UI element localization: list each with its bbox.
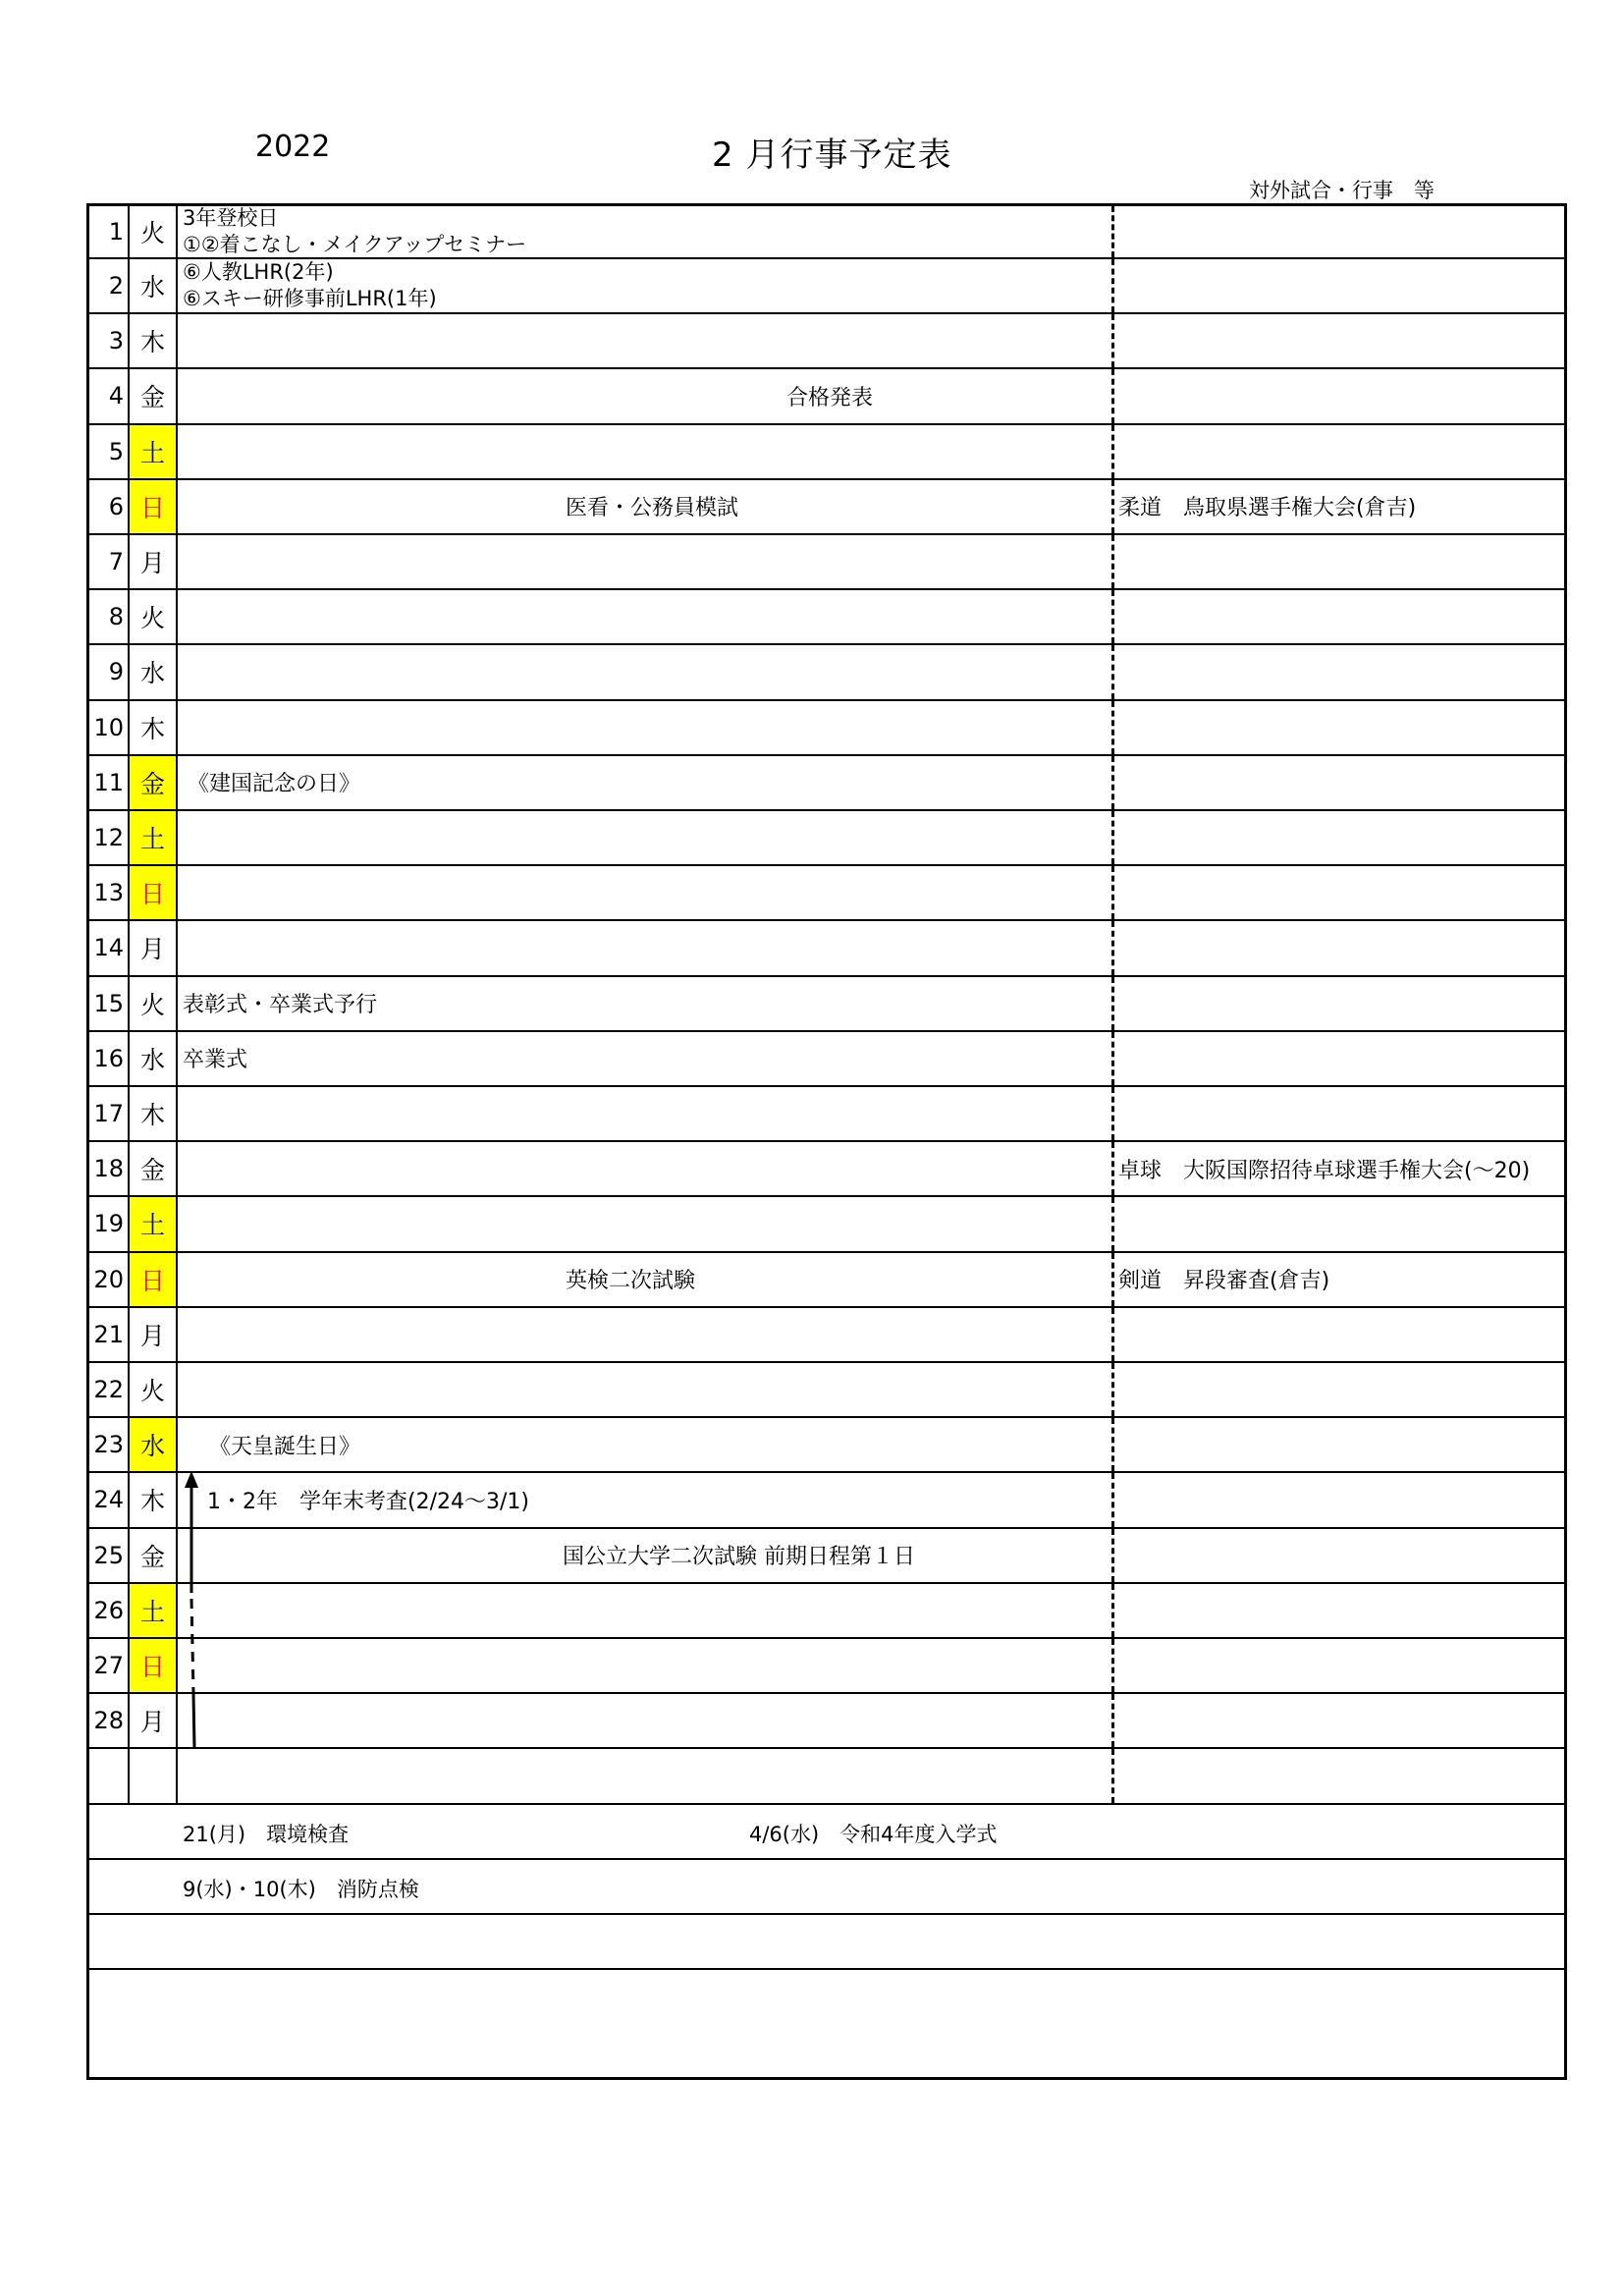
school-event-text: 卒業式 <box>183 1048 248 1073</box>
table-row <box>89 1363 1564 1418</box>
table-row <box>89 206 1564 259</box>
weekday: 金 <box>130 1529 178 1582</box>
note-row <box>89 1805 1564 1860</box>
school-event-cell <box>178 811 1114 864</box>
day-number: 2 <box>89 259 130 312</box>
school-event-line: ⑥スキー研修事前LHR(1年) <box>183 287 437 311</box>
day-number: 17 <box>89 1087 130 1140</box>
external-event-cell <box>1114 977 1564 1030</box>
day-number: 19 <box>89 1197 130 1250</box>
day-number: 25 <box>89 1529 130 1582</box>
table-row <box>89 535 1564 590</box>
school-event-cell <box>178 535 1114 588</box>
external-event-cell <box>1114 425 1564 478</box>
school-event-cell <box>178 921 1114 974</box>
external-event-cell <box>1114 590 1564 643</box>
school-event-cell <box>178 1363 1114 1416</box>
table-row <box>89 756 1564 811</box>
day-number: 5 <box>89 425 130 478</box>
day-number: 15 <box>89 977 130 1030</box>
table-row <box>89 1529 1564 1584</box>
table-row <box>89 1197 1564 1252</box>
day-number: 16 <box>89 1032 130 1085</box>
day-number: 26 <box>89 1584 130 1637</box>
school-event-cell <box>178 1639 1114 1692</box>
weekday: 火 <box>130 590 178 643</box>
day-number: 6 <box>89 480 130 533</box>
weekday: 月 <box>130 921 178 974</box>
note-entrance-ceremony: 4/6(水) 令和4年度入学式 <box>749 1823 998 1846</box>
school-event-cell <box>178 1473 1114 1526</box>
table-row <box>89 921 1564 976</box>
external-event-cell <box>1114 645 1564 698</box>
school-event-line: 3年登校日 <box>183 206 279 230</box>
external-event-cell <box>1114 535 1564 588</box>
weekday: 木 <box>130 1473 178 1526</box>
day-number: 20 <box>89 1253 130 1306</box>
school-event-text: 国公立大学二次試験 前期日程第１日 <box>563 1545 915 1570</box>
weekday: 月 <box>130 535 178 588</box>
day-number: 9 <box>89 645 130 698</box>
day-number: 8 <box>89 590 130 643</box>
school-event-text: 医看・公務員模試 <box>566 496 739 521</box>
school-event-cell <box>178 756 1114 809</box>
table-row <box>89 1584 1564 1639</box>
table-row <box>89 1418 1564 1473</box>
external-event-cell <box>1114 1197 1564 1250</box>
table-row <box>89 1308 1564 1363</box>
day-number: 21 <box>89 1308 130 1361</box>
table-row <box>89 645 1564 700</box>
weekday: 火 <box>130 1363 178 1416</box>
school-event-cell <box>178 590 1114 643</box>
school-event-cell <box>178 1032 1114 1085</box>
school-event-cell <box>178 1197 1114 1250</box>
weekday: 月 <box>130 1308 178 1361</box>
weekday: 金 <box>130 756 178 809</box>
external-event-cell <box>1114 921 1564 974</box>
external-event-cell <box>1114 206 1564 257</box>
weekday: 日 <box>130 480 178 533</box>
external-event-cell: 剣道 昇段審査(倉吉) <box>1118 1269 1330 1294</box>
external-event-cell: 柔道 鳥取県選手権大会(倉吉) <box>1118 496 1417 521</box>
table-row <box>89 977 1564 1032</box>
external-event-cell <box>1114 1418 1564 1471</box>
external-event-cell <box>1114 701 1564 754</box>
table-row <box>89 811 1564 866</box>
external-event-cell <box>1114 1087 1564 1140</box>
note-row-empty-3 <box>89 1970 1564 2077</box>
table-row <box>89 314 1564 369</box>
school-event-line: ⑥人教LHR(2年) <box>183 260 334 285</box>
table-row <box>89 866 1564 921</box>
weekday: 金 <box>130 1142 178 1195</box>
day-number: 23 <box>89 1418 130 1471</box>
external-event-cell <box>1114 314 1564 367</box>
school-event-cell <box>178 206 1114 257</box>
table-row <box>89 1639 1564 1694</box>
external-event-cell <box>1114 1308 1564 1361</box>
day-number: 14 <box>89 921 130 974</box>
school-event-cell <box>178 1418 1114 1471</box>
table-row <box>89 590 1564 645</box>
school-event-cell <box>178 1308 1114 1361</box>
external-event-cell: 卓球 大阪国際招待卓球選手権大会(～20) <box>1118 1158 1531 1183</box>
external-event-cell <box>1114 1584 1564 1637</box>
weekday: 日 <box>130 866 178 919</box>
day-number: 27 <box>89 1639 130 1692</box>
school-event-text: 英検二次試験 <box>566 1269 696 1294</box>
table-row <box>89 1473 1564 1528</box>
school-event-text: 《建国記念の日》 <box>188 772 361 797</box>
year-label: 2022 <box>255 130 331 164</box>
school-event-cell <box>178 866 1114 919</box>
day-number: 3 <box>89 314 130 367</box>
table-row <box>89 1253 1564 1308</box>
weekday: 土 <box>130 1584 178 1637</box>
day-number: 24 <box>89 1473 130 1526</box>
school-event-cell <box>178 480 1114 533</box>
note-row-empty-1 <box>89 1750 1564 1805</box>
day-number: 4 <box>89 369 130 422</box>
weekday: 月 <box>130 1694 178 1747</box>
school-event-cell <box>178 259 1114 312</box>
weekday: 日 <box>130 1639 178 1692</box>
school-event-cell <box>178 1087 1114 1140</box>
weekday: 日 <box>130 1253 178 1306</box>
weekday: 木 <box>130 1087 178 1140</box>
school-event-cell <box>178 1694 1114 1747</box>
note-environment-check: 21(月) 環境検査 <box>183 1823 350 1846</box>
school-event-cell <box>178 1584 1114 1637</box>
school-event-text: 1・2年 学年末考査(2/24～3/1) <box>207 1489 529 1514</box>
weekday: 火 <box>130 206 178 257</box>
table-row <box>89 1032 1564 1087</box>
school-event-cell <box>178 1529 1114 1582</box>
external-event-cell <box>1114 756 1564 809</box>
weekday: 火 <box>130 977 178 1030</box>
weekday: 水 <box>130 1032 178 1085</box>
external-event-cell <box>1114 1363 1564 1416</box>
weekday: 水 <box>130 645 178 698</box>
external-events-header: 対外試合・行事 等 <box>1249 179 1435 202</box>
day-number: 11 <box>89 756 130 809</box>
external-event-cell <box>1114 1032 1564 1085</box>
weekday: 土 <box>130 811 178 864</box>
day-number: 12 <box>89 811 130 864</box>
school-event-text: 表彰式・卒業式予行 <box>183 993 378 1018</box>
table-row <box>89 1142 1564 1197</box>
table-row <box>89 259 1564 314</box>
weekday: 木 <box>130 701 178 754</box>
school-event-cell <box>178 645 1114 698</box>
external-event-cell <box>1114 1529 1564 1582</box>
day-number: 1 <box>89 206 130 257</box>
weekday: 木 <box>130 314 178 367</box>
external-event-cell <box>1114 369 1564 422</box>
school-event-text: 合格発表 <box>786 385 874 410</box>
weekday: 水 <box>130 1418 178 1471</box>
day-number: 28 <box>89 1694 130 1747</box>
weekday: 金 <box>130 369 178 422</box>
day-number: 13 <box>89 866 130 919</box>
school-event-cell <box>178 1142 1114 1195</box>
note-row <box>89 1860 1564 1915</box>
day-number: 10 <box>89 701 130 754</box>
external-event-cell <box>1114 866 1564 919</box>
table-row <box>89 369 1564 424</box>
table-row <box>89 701 1564 756</box>
external-event-cell <box>1114 259 1564 312</box>
external-event-cell <box>1114 811 1564 864</box>
school-event-text: 《天皇誕生日》 <box>209 1434 361 1459</box>
school-event-cell <box>178 701 1114 754</box>
weekday: 土 <box>130 425 178 478</box>
external-event-cell <box>1114 1639 1564 1692</box>
day-number: 22 <box>89 1363 130 1416</box>
table-row <box>89 480 1564 535</box>
table-row <box>89 1087 1564 1142</box>
day-number: 7 <box>89 535 130 588</box>
schedule-table <box>86 203 1567 2080</box>
school-event-line: ①②着こなし・メイクアップセミナー <box>183 233 527 256</box>
table-row <box>89 425 1564 480</box>
school-event-cell <box>178 369 1114 422</box>
weekday: 水 <box>130 259 178 312</box>
note-row-empty-2 <box>89 1915 1564 1970</box>
external-event-cell <box>1114 1473 1564 1526</box>
external-event-cell <box>1114 1694 1564 1747</box>
school-event-cell <box>178 1253 1114 1306</box>
table-row <box>89 1694 1564 1749</box>
school-event-cell <box>178 977 1114 1030</box>
weekday: 土 <box>130 1197 178 1250</box>
page-title: 2 月行事予定表 <box>712 136 952 175</box>
school-event-cell <box>178 425 1114 478</box>
note-fire-inspection: 9(水)・10(木) 消防点検 <box>183 1878 419 1901</box>
school-event-cell <box>178 314 1114 367</box>
day-number: 18 <box>89 1142 130 1195</box>
